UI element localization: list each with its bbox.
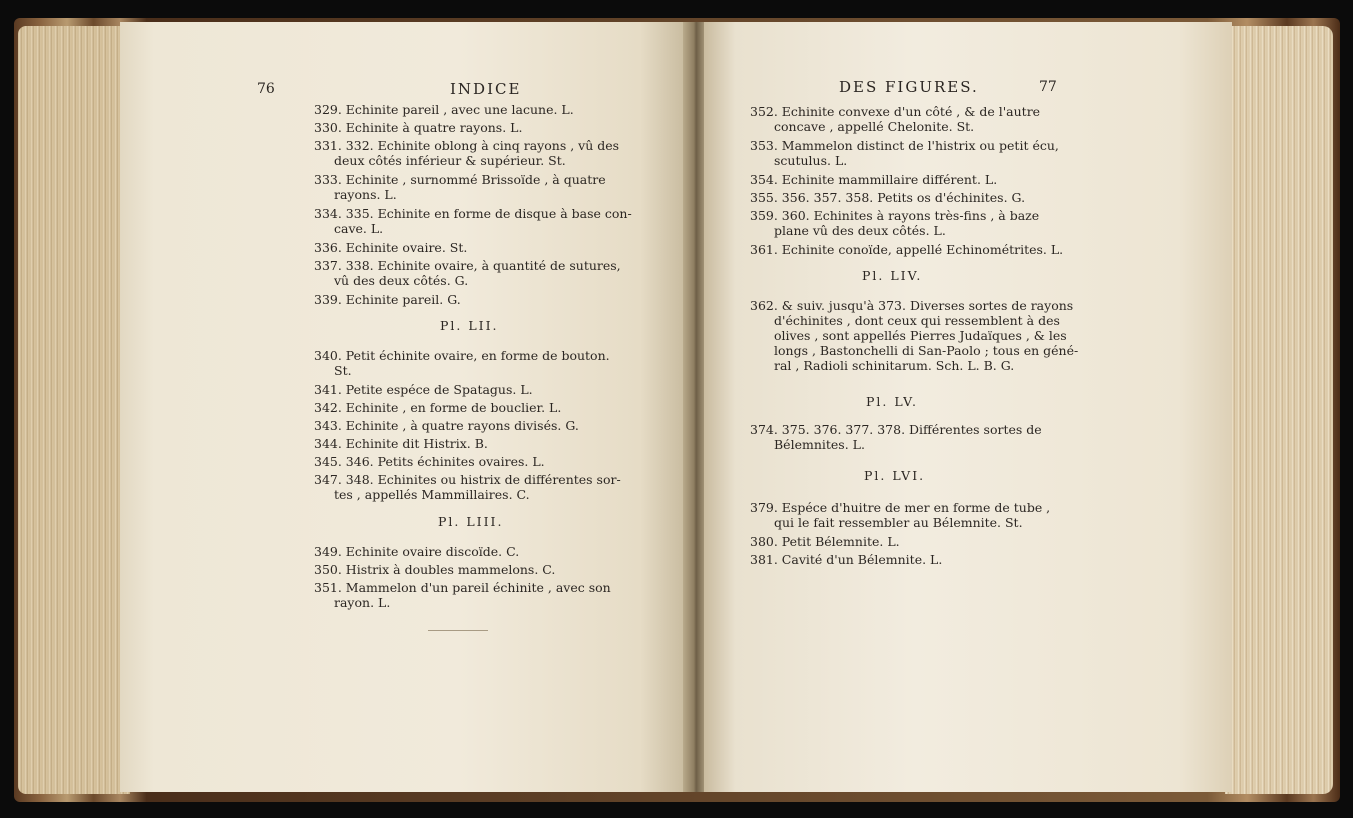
index-entry-continuation: rayon. L. <box>334 595 391 610</box>
plate-heading: Pl. LVI. <box>864 468 926 483</box>
index-entry: 340. Petit échinite ovaire, en forme de bouton. <box>314 348 610 363</box>
index-entry: 354. Echinite mammillaire différent. L. <box>750 172 998 187</box>
index-entry: 379. Espéce d'huitre de mer en forme de tube , <box>750 500 1051 515</box>
index-entry: 349. Echinite ovaire discoïde. C. <box>314 544 520 559</box>
page-header: DES FIGURES. <box>839 78 979 96</box>
index-entry-continuation: deux côtés inférieur & supérieur. St. <box>334 153 566 168</box>
index-entry-continuation: olives , sont appellés Pierres Judaïques , & les <box>774 328 1067 343</box>
index-entry: 337. 338. Echinite ovaire, à quantité de sutures, <box>314 258 621 273</box>
index-entry: 343. Echinite , à quatre rayons divisés. G. <box>314 418 579 433</box>
index-entry: 341. Petite espéce de Spatagus. L. <box>314 382 533 397</box>
index-entry-continuation: concave , appellé Chelonite. St. <box>774 119 975 134</box>
plate-heading: Pl. LV. <box>866 394 918 409</box>
index-entry: 362. & suiv. jusqu'à 373. Diverses sortes de rayons <box>750 298 1074 313</box>
index-entry: 355. 356. 357. 358. Petits os d'échinites. G. <box>750 190 1026 205</box>
index-entry-continuation: ral , Radioli schinitarum. Sch. L. B. G. <box>774 358 1015 373</box>
index-entry: 352. Echinite convexe d'un côté , & de l'autre <box>750 104 1041 119</box>
index-entry: 336. Echinite ovaire. St. <box>314 240 468 255</box>
index-entry-continuation: cave. L. <box>334 221 384 236</box>
index-entry-continuation: Bélemnites. L. <box>774 437 865 452</box>
plate-heading: Pl. LII. <box>440 318 499 333</box>
index-entry: 344. Echinite dit Histrix. B. <box>314 436 488 451</box>
page-number: 77 <box>1039 79 1057 95</box>
right-page <box>704 22 1232 792</box>
index-entry: 351. Mammelon d'un pareil échinite , avec son <box>314 580 611 595</box>
plate-heading: Pl. LIII. <box>438 514 504 529</box>
index-entry: 329. Echinite pareil , avec une lacune. L. <box>314 102 574 117</box>
index-entry: 380. Petit Bélemnite. L. <box>750 534 900 549</box>
index-entry: 331. 332. Echinite oblong à cinq rayons , vû des <box>314 138 620 153</box>
index-entry: 361. Echinite conoïde, appellé Echinométrites. L. <box>750 242 1064 257</box>
index-entry: 381. Cavité d'un Bélemnite. L. <box>750 552 943 567</box>
index-entry-continuation: d'échinites , dont ceux qui ressemblent à des <box>774 313 1060 328</box>
index-entry-continuation: longs , Bastonchelli di San-Paolo ; tous en géné- <box>774 343 1079 358</box>
index-entry: 333. Echinite , surnommé Brissoïde , à quatre <box>314 172 606 187</box>
index-entry-continuation: vû des deux côtés. G. <box>334 273 469 288</box>
index-entry-continuation: scutulus. L. <box>774 153 848 168</box>
index-entry: 339. Echinite pareil. G. <box>314 292 461 307</box>
left-page-edges <box>18 26 130 794</box>
index-entry: 374. 375. 376. 377. 378. Différentes sortes de <box>750 422 1042 437</box>
page-header: INDICE <box>450 80 522 98</box>
page-number: 76 <box>257 81 275 97</box>
index-entry-continuation: qui le fait ressembler au Bélemnite. St. <box>774 515 1023 530</box>
left-page <box>120 22 685 792</box>
index-entry-continuation: St. <box>334 363 352 378</box>
index-entry-continuation: plane vû des deux côtés. L. <box>774 223 946 238</box>
index-entry-continuation: tes , appellés Mammillaires. C. <box>334 487 530 502</box>
index-entry-continuation: rayons. L. <box>334 187 397 202</box>
index-entry: 347. 348. Echinites ou histrix de différentes sor- <box>314 472 621 487</box>
end-rule <box>428 630 488 631</box>
index-entry: 330. Echinite à quatre rayons. L. <box>314 120 523 135</box>
index-entry: 342. Echinite , en forme de bouclier. L. <box>314 400 562 415</box>
plate-heading: Pl. LIV. <box>862 268 923 283</box>
index-entry: 345. 346. Petits échinites ovaires. L. <box>314 454 545 469</box>
index-entry: 334. 335. Echinite en forme de disque à base con- <box>314 206 632 221</box>
index-entry: 350. Histrix à doubles mammelons. C. <box>314 562 556 577</box>
index-entry: 359. 360. Echinites à rayons très-fins , à baze <box>750 208 1040 223</box>
right-page-edges <box>1225 26 1333 794</box>
index-entry: 353. Mammelon distinct de l'histrix ou petit écu, <box>750 138 1059 153</box>
